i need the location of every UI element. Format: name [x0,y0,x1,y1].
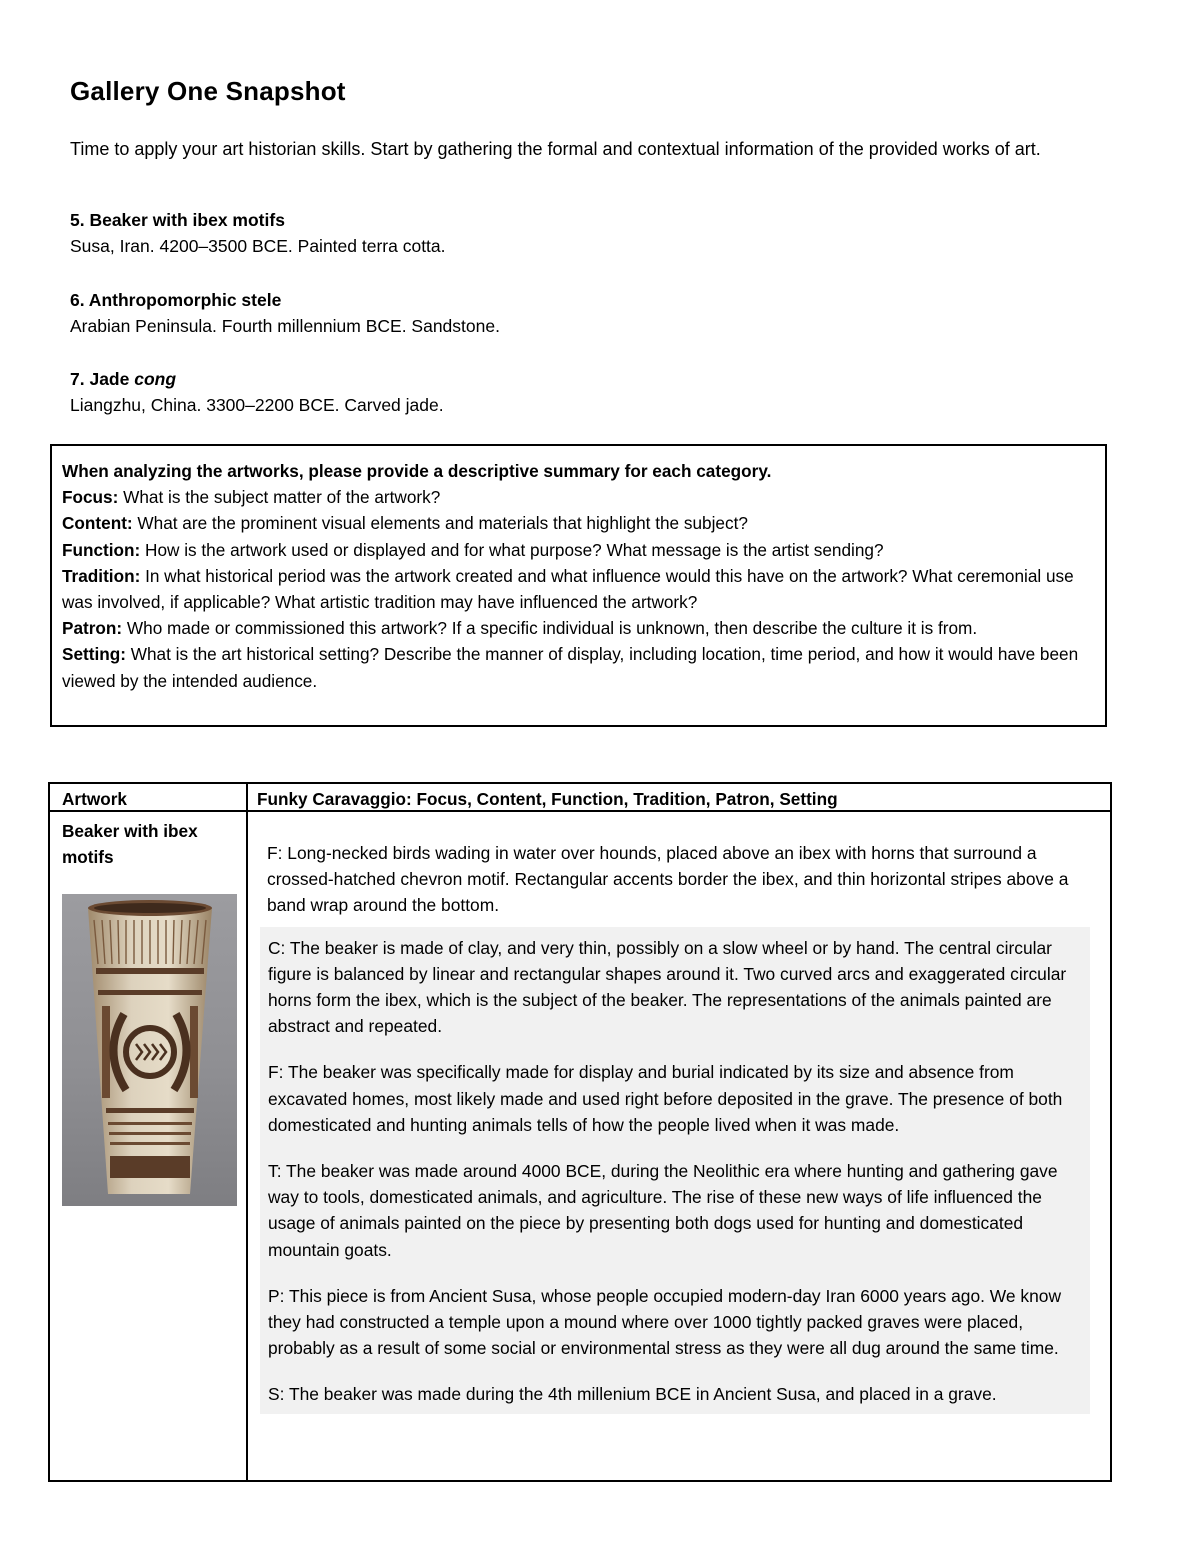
header-artwork: Artwork [62,789,127,809]
guide-item-content [62,510,1095,536]
shaded-response-block [260,927,1090,1414]
header-categories: Funky Caravaggio: Focus, Content, Function, Tradition, Patron, Setting [257,789,838,809]
focus-paragraph: F: Long-necked birds wading in water over hounds, placed above an ibex with horns that surround a crossed-hatched chevron motif. Rectangular accents border the ibex, and thin horizontal stripes above a band wrap around the bottom. [267,843,1069,916]
artwork-title: 6. Anthropomorphic stele [70,290,282,310]
artwork-title-italic: cong [134,369,177,389]
setting-paragraph: S: The beaker was made during the 4th millenium BCE in Ancient Susa, and placed in a grave. [268,1384,997,1405]
beaker-photo [62,894,237,1206]
guide-item-patron [62,615,1095,641]
artwork-title [70,366,1070,392]
guide-label: Content: [62,513,133,534]
table-header-row [50,784,1110,812]
guide-text: What is the art historical setting? Describe the manner of display, including location, time period, and how it would have been viewed by the intended audience. [62,644,1079,691]
guide-label: Tradition: [62,565,141,586]
analysis-guide-box [50,444,1107,727]
guide-text: In what historical period was the artwork created and what influence would this have on the artwork? What ceremonial use was involved, if applicable? What artistic tradition may have influenced the artwork? [62,565,1074,613]
guide-text: What are the prominent visual elements and materials that highlight the subject? [132,513,748,534]
artwork-title-prefix: 7. Jade [70,369,135,389]
content-paragraph: C: The beaker is made of clay, and very thin, possibly on a slow wheel or by hand. The central circular figure is balanced by linear and rectangular shapes around it. Two curved arcs and exaggerated circular horns form the ibex, which is the subject of the beaker. The representations of the animals painted are abstract and repeated. [268,937,1067,1037]
guide-item-focus [62,484,1095,510]
guide-text: Who made or commissioned this artwork? If a specific individual is unknown, then describe the culture it is from. [122,618,978,639]
tradition-paragraph: T: The beaker was made around 4000 BCE, during the Neolithic era where hunting and gathering gave way to tools, domesticated animals, and agriculture. The rise of these new ways of life influenced the usage of animals painted on the piece by presenting both dogs used for hunting and domesticated mountain goats. [268,1161,1058,1260]
artwork-entry-7 [70,366,1070,418]
artwork-name-cell: Beaker with ibex motifs [62,821,198,867]
guide-label: Function: [62,539,141,560]
artwork-entry-5 [70,207,1070,259]
categories-cell [260,840,1100,1414]
guide-text: How is the artwork used or displayed and for what purpose? What message is the artist sending? [140,539,884,560]
guide-label: Patron: [62,618,123,639]
artwork-entry-6 [70,287,1070,339]
beaker-illustration [62,894,237,1206]
artwork-details: Susa, Iran. 4200–3500 BCE. Painted terra cotta. [70,236,446,256]
guide-label: Setting: [62,644,126,665]
artwork-details: Liangzhu, China. 3300–2200 BCE. Carved jade. [70,395,444,415]
guide-item-tradition [62,563,1095,615]
function-paragraph: F: The beaker was specifically made for display and burial indicated by its size and absence from excavated homes, most likely made and used right before deposited in the grave. The presence of both domesticated and hunting animals tells of how the people lived when it was made. [268,1062,1063,1135]
page-title: Gallery One Snapshot [70,76,346,106]
guide-item-function [62,537,1095,563]
guide-label: Focus: [62,487,119,508]
artwork-title: 5. Beaker with ibex motifs [70,210,285,230]
column-divider [246,784,248,1480]
guide-heading: When analyzing the artworks, please provide a descriptive summary for each category. [62,461,772,481]
intro-text: Time to apply your art historian skills. Start by gathering the formal and contextual information of the provided works of art. [70,139,1041,159]
guide-item-setting [62,641,1095,693]
patron-paragraph: P: This piece is from Ancient Susa, whose people occupied modern-day Iran 6000 years ago. We know they had constructed a temple upon a mound where over 1000 tightly packed graves were placed, probably as a result of some social or environmental stress as they were all dug around the same time. [268,1285,1062,1359]
analysis-table [48,782,1112,1482]
artwork-details: Arabian Peninsula. Fourth millennium BCE. Sandstone. [70,316,500,336]
guide-text: What is the subject matter of the artwork? [118,487,441,508]
